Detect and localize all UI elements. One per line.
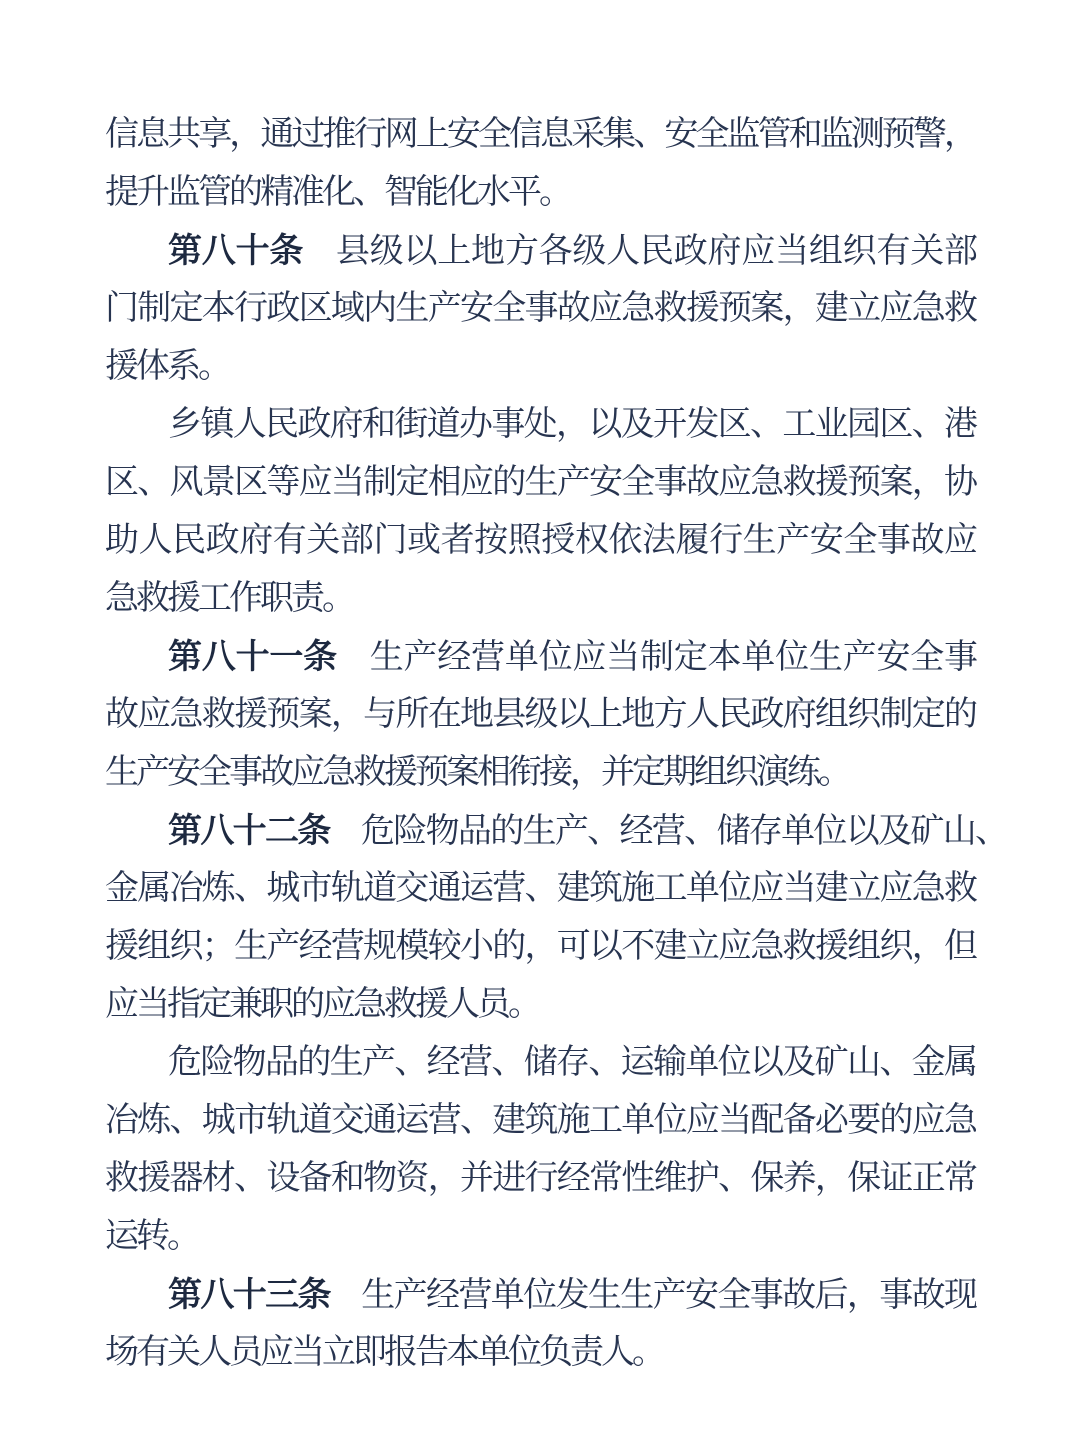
line-text: 生产经营单位发生生产安全事故后，事故现 [359,1277,975,1314]
line-text: 救援器材、设备和物资，并进行经常性维护、保养，保证正常 [105,1160,975,1197]
line-text: 冶炼、城市轨道交通运营、建筑施工单位应当配备必要的应急 [105,1102,975,1139]
line-text: 乡镇人民政府和街道办事处，以及开发区、工业园区、港 [168,406,975,443]
text-line [105,1034,975,1092]
line-text: 场有关人员应当立即报告本单位负责人。 [105,1334,663,1371]
line-text: 应当指定兼职的应急救援人员。 [105,986,539,1023]
text-line [105,338,975,396]
article-number: 第八十条 [168,232,304,270]
line-text: 县级以上地方各级人民政府应当组织有关部 [333,233,976,270]
text-line: 第八十二条 危险物品的生产、经营、储存单位以及矿山、 [168,812,1007,850]
line-text: 危险物品的生产、经营、储存单位以及矿山 [359,813,976,850]
line-text: 故应急救援预案，与所在地县级以上地方人民政府组织制定的 [105,696,975,733]
text-line [105,454,975,512]
article-number: 第八十一条 [168,638,337,676]
text-line [105,1324,975,1382]
line-text: 助人民政府有关部门或者按照授权依法履行生产安全事故应 [105,522,975,559]
text-line [105,222,975,280]
text-line [105,1092,975,1150]
text-line [105,1208,975,1266]
text-line [105,744,975,802]
text-block [105,106,1007,1382]
text-line [105,1266,975,1324]
line-text: 急救援工作职责。 [105,580,353,617]
line-text: 金属冶炼、城市轨道交通运营、建筑施工单位应当建立应急救 [105,870,975,907]
text-line [105,860,975,918]
text-line [105,512,975,570]
line-text: 区、风景区等应当制定相应的生产安全事故应急救援预案，协 [105,464,975,501]
line-text: 提升监管的精准化、智能化水平。 [105,174,570,211]
line-text: 援体系。 [105,348,229,385]
article-number: 第八十二条 [168,812,330,850]
line-text: 运转。 [105,1218,198,1255]
text-line [105,396,975,454]
text-line [105,918,975,976]
line-text: 生产经营单位应当制定本单位生产安全事 [366,639,976,676]
line-text: 援组织；生产经营规模较小的，可以不建立应急救援组织，但 [105,928,975,965]
text-line [105,280,975,338]
line-text: 生产安全事故应急救援预案相衔接，并定期组织演练。 [105,754,849,791]
text-line [105,1150,975,1208]
text-line [105,686,975,744]
text-line [105,106,975,164]
text-line [105,628,975,686]
line-text: 危险物品的生产、经营、储存、运输单位以及矿山、金属 [168,1044,975,1081]
text-line [105,976,975,1034]
text-line [105,570,975,628]
text-line [105,164,975,222]
article-number: 第八十三条 [168,1276,330,1314]
line-text: 门制定本行政区域内生产安全事故应急救援预案，建立应急救 [105,290,975,327]
line-text: 信息共享，通过推行网上安全信息采集、安全监管和监测预警， [105,116,975,153]
